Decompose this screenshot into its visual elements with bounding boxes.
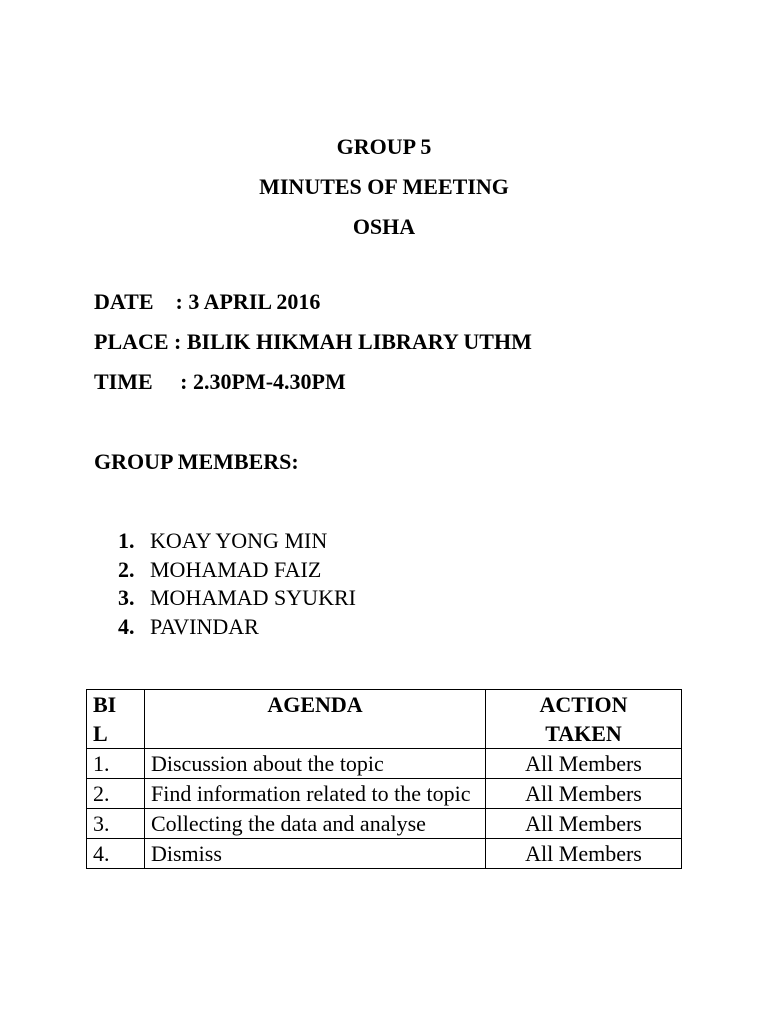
list-item [118, 556, 356, 585]
group-title: GROUP 5 [336, 134, 432, 159]
cell-agenda: Find information related to the topic [145, 779, 486, 809]
header-action-line2: TAKEN [545, 721, 622, 746]
meeting-place: PLACE : BILIK HIKMAH LIBRARY UTHM [94, 329, 532, 354]
cell-action: All Members [486, 749, 682, 779]
table-row [87, 779, 682, 809]
member-name: MOHAMAD FAIZ [150, 556, 322, 582]
list-item [118, 613, 356, 642]
title-block [0, 127, 768, 247]
cell-action: All Members [486, 779, 682, 809]
meeting-time: TIME : 2.30PM-4.30PM [94, 369, 346, 394]
header-bil-line1: BI [93, 692, 117, 717]
agenda-table [86, 689, 682, 869]
cell-action: All Members [486, 809, 682, 839]
member-list [118, 527, 356, 641]
header-bil-line2: L [93, 721, 108, 746]
member-name: KOAY YONG MIN [150, 528, 328, 553]
meeting-date: DATE : 3 APRIL 2016 [94, 289, 321, 314]
cell-agenda: Discussion about the topic [145, 749, 486, 779]
cell-agenda: Dismiss [145, 839, 486, 869]
table-row [87, 749, 682, 779]
member-number: 1. [118, 528, 135, 553]
member-number: 2. [118, 556, 135, 582]
cell-bil: 1. [87, 749, 145, 779]
document-title: MINUTES OF MEETING [259, 174, 509, 199]
cell-bil: 4. [87, 839, 145, 869]
member-number: 4. [118, 613, 135, 639]
header-bil [87, 690, 145, 749]
header-agenda: AGENDA [145, 690, 486, 749]
member-name: MOHAMAD SYUKRI [150, 585, 356, 610]
list-item [118, 584, 356, 613]
member-name: PAVINDAR [150, 613, 259, 639]
table-header-row [87, 690, 682, 749]
member-number: 3. [118, 585, 135, 610]
header-action-line1: ACTION [539, 692, 628, 717]
members-heading: GROUP MEMBERS: [94, 449, 299, 474]
subject-title: OSHA [352, 214, 416, 239]
table-row [87, 839, 682, 869]
header-action [486, 690, 682, 749]
cell-bil: 3. [87, 809, 145, 839]
cell-agenda: Collecting the data and analyse [145, 809, 486, 839]
cell-action: All Members [486, 839, 682, 869]
list-item [118, 527, 356, 556]
table-row [87, 809, 682, 839]
cell-bil: 2. [87, 779, 145, 809]
